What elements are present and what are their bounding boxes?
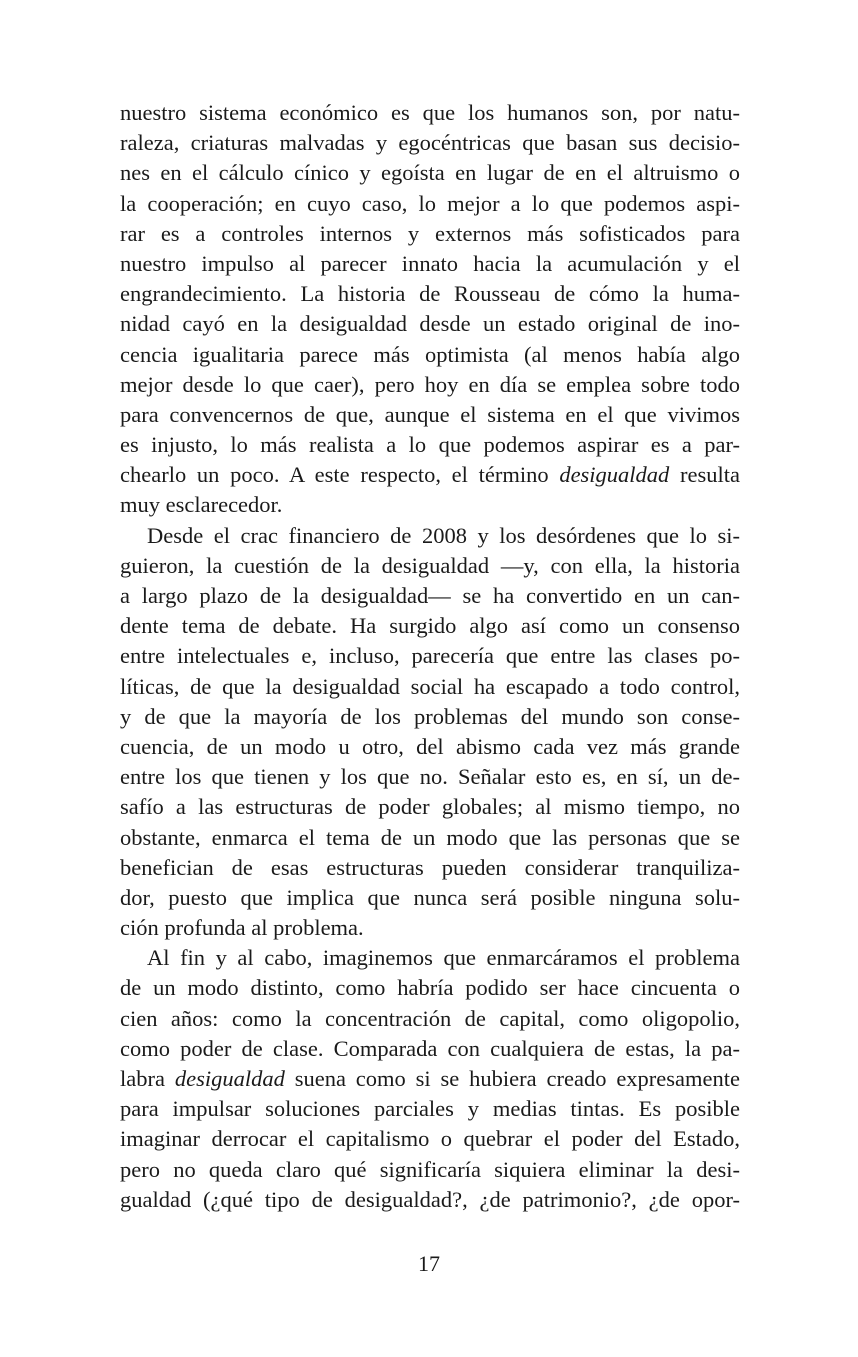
text-line: para impulsar soluciones parciales y medias tintas. Es posible: [120, 1096, 740, 1122]
text-line: nidad cayó en la desigualdad desde un estado original de ino-: [120, 311, 740, 337]
text-line: engrandecimiento. La historia de Rousseau de cómo la huma-: [120, 281, 740, 307]
paragraph-3: [120, 943, 740, 1215]
text-line: obstante, enmarca el tema de un modo que las personas que se: [120, 824, 740, 850]
body-text: [120, 98, 740, 1215]
text-line: cuencia, de un modo u otro, del abismo cada vez más grande: [120, 733, 740, 759]
text-segment: chearlo un poco. A este respecto, el término: [120, 462, 560, 488]
text-line: entre intelectuales e, incluso, parecería que entre las clases po-: [120, 643, 740, 669]
text-line: de un modo distinto, como habría podido ser hace cincuenta o: [120, 975, 740, 1001]
text-line: dor, puesto que implica que nunca será posible ninguna solu-: [120, 884, 740, 910]
text-line: cencia igualitaria parece más optimista (al menos había algo: [120, 341, 740, 367]
text-segment: suena como si se hubiera creado expresamente: [284, 1066, 740, 1091]
paragraph-1: [120, 98, 740, 521]
text-line: gualdad (¿qué tipo de desigualdad?, ¿de patrimonio?, ¿de opor-: [120, 1186, 740, 1212]
text-line: la cooperación; en cuyo caso, lo mejor a lo que podemos aspi-: [120, 190, 740, 216]
text-line: Desde el crac financiero de 2008 y los desórdenes que lo si-: [147, 522, 740, 548]
text-line: a largo plazo de la desigualdad— se ha convertido en un can-: [120, 583, 740, 608]
text-line: dente tema de debate. Ha surgido algo así como un consenso: [120, 613, 740, 639]
text-line: nuestro impulso al parecer innato hacia la acumulación y el: [120, 250, 740, 276]
text-line: cien años: como la concentración de capital, como oligopolio,: [120, 1005, 740, 1031]
italic-term: desigualdad: [559, 462, 670, 488]
text-line: muy esclarecedor.: [120, 492, 283, 518]
text-line: [120, 1064, 740, 1094]
text-line: entre los que tienen y los que no. Señalar esto es, en sí, un de-: [120, 764, 740, 790]
text-line: líticas, de que la desigualdad social ha escapado a todo control,: [120, 673, 740, 699]
text-segment: resulta: [669, 462, 740, 488]
text-line: [120, 460, 740, 490]
text-line: pero no queda claro qué significaría siquiera eliminar la desi-: [120, 1156, 740, 1182]
page-number: 17: [418, 1251, 440, 1276]
text-line: imaginar derrocar el capitalismo o quebrar el poder del Estado,: [120, 1126, 740, 1152]
text-line: guieron, la cuestión de la desigualdad —y, con ella, la historia: [120, 552, 740, 578]
text-line: y de que la mayoría de los problemas del mundo son conse-: [120, 703, 740, 729]
text-line: mejor desde lo que caer), pero hoy en día se emplea sobre todo: [120, 371, 740, 397]
text-line: para convencernos de que, aunque el sistema en el que vivimos: [120, 401, 740, 427]
text-line: nuestro sistema económico es que los humanos son, por natu-: [120, 100, 740, 125]
text-line: raleza, criaturas malvadas y egocéntricas que basan sus decisio-: [120, 130, 740, 156]
text-line: benefician de esas estructuras pueden considerar tranquiliza-: [120, 854, 740, 880]
text-line: como poder de clase. Comparada con cualquiera de estas, la pa-: [120, 1035, 740, 1061]
text-line: nes en el cálculo cínico y egoísta en lugar de en el altruismo o: [120, 160, 740, 186]
text-line: safío a las estructuras de poder globales; al mismo tiempo, no: [120, 794, 740, 820]
text-line: ción profunda al problema.: [120, 915, 364, 941]
text-segment: labra: [120, 1066, 175, 1091]
text-line: es injusto, lo más realista a lo que podemos aspirar es a par-: [120, 432, 740, 458]
text-line: Al fin y al cabo, imaginemos que enmarcáramos el problema: [147, 945, 740, 971]
text-line: rar es a controles internos y externos más sofisticados para: [120, 220, 740, 246]
italic-term: desigualdad: [174, 1066, 285, 1091]
paragraph-2: [120, 521, 740, 944]
